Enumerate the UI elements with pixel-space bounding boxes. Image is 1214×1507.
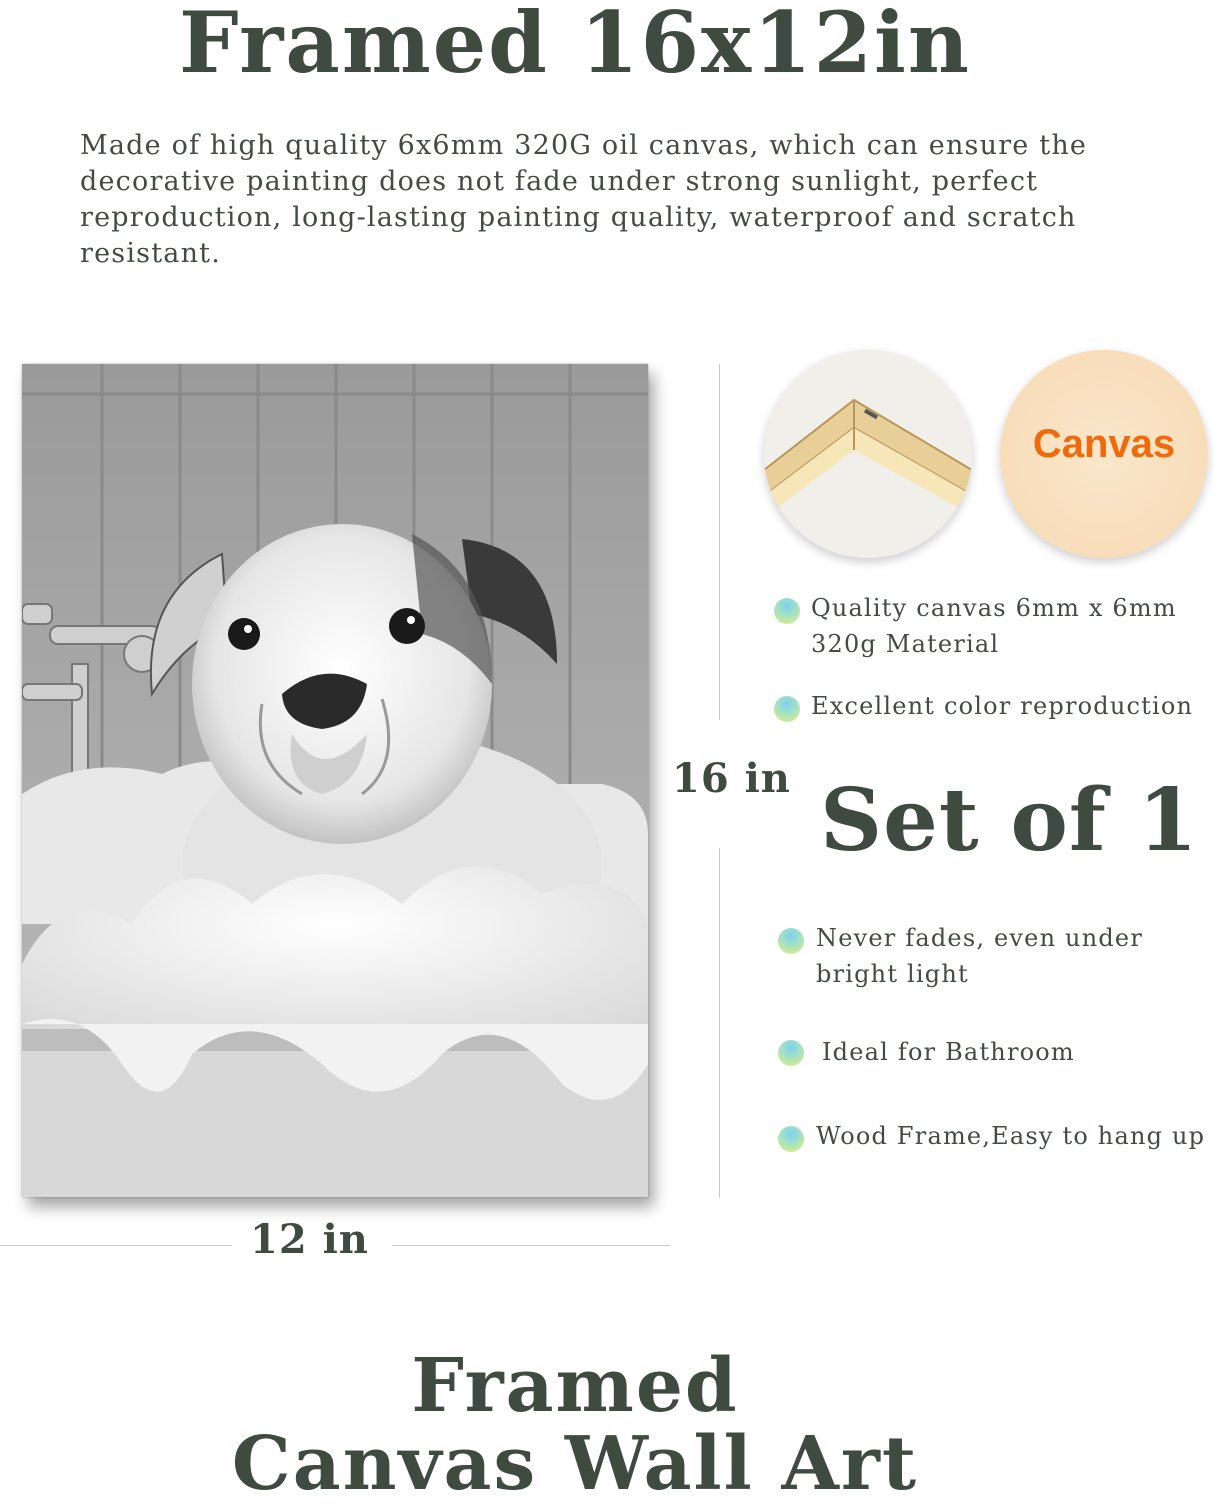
bullet-dot-icon [778, 928, 804, 954]
frame-corner-detail-image [764, 350, 972, 558]
feature-line: 320g Material [811, 630, 1000, 658]
canvas-label: Canvas [1032, 422, 1176, 466]
feature-line: Ideal for Bathroom [822, 1038, 1075, 1066]
bulldog-bath-illustration [22, 364, 648, 1197]
width-dimension-line-left [0, 1245, 232, 1246]
feature-line: Never fades, even under [816, 924, 1144, 952]
width-dimension-line-right [392, 1245, 670, 1246]
set-of-label: Set of 1 [820, 770, 1199, 871]
wood-frame-corner-illustration [764, 350, 972, 558]
canvas-texture-image [1000, 350, 1208, 558]
feature-bathroom [822, 1034, 1075, 1070]
height-dimension-line-bottom [719, 848, 720, 1198]
footer-title-line2: Canvas Wall Art [231, 1421, 919, 1507]
feature-never-fades [816, 920, 1143, 992]
feature-line: Wood Frame,Easy to hang up [816, 1122, 1206, 1150]
feature-quality-canvas [811, 590, 1177, 662]
feature-line: Quality canvas 6mm x 6mm [811, 594, 1177, 622]
footer-title-line1: Framed [411, 1343, 739, 1429]
height-label: 16 in [672, 755, 791, 802]
height-dimension-line-top [719, 364, 720, 720]
feature-line: bright light [816, 960, 969, 988]
product-description: Made of high quality 6x6mm 320G oil canvas, which can ensure the decorative painting does not fade under strong sunlight, perfect reproduction, long-lasting painting quality, waterproof and scratch resistant. [80, 130, 1088, 269]
feature-wood-frame [816, 1118, 1205, 1154]
feature-color-reproduction [811, 688, 1193, 724]
bullet-dot-icon [774, 598, 800, 624]
bullet-dot-icon [778, 1040, 804, 1066]
bullet-dot-icon [774, 696, 800, 722]
width-label: 12 in [250, 1216, 369, 1263]
feature-line: Excellent color reproduction [811, 692, 1194, 720]
page-title: Framed 16x12in [179, 0, 971, 92]
bullet-dot-icon [778, 1126, 804, 1152]
bulldog-painting [22, 364, 648, 1197]
